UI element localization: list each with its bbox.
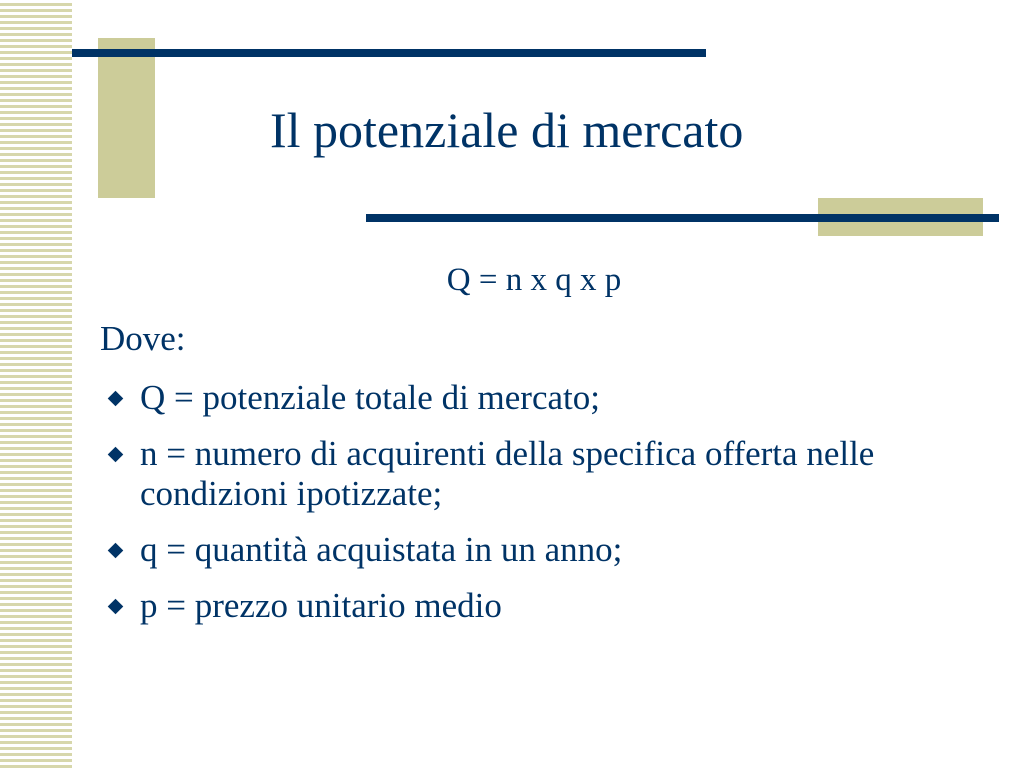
diamond-bullet-icon	[108, 599, 124, 615]
bullet-text: n = numero di acquirenti della specifica offerta nelle condizioni ipotizzate;	[140, 434, 875, 513]
diamond-bullet-icon	[108, 391, 124, 407]
bullet-item	[100, 586, 900, 626]
title-top-rule	[72, 49, 706, 57]
title-bottom-rule	[366, 214, 999, 222]
diamond-bullet-icon	[108, 447, 124, 463]
striped-sidebar-decoration	[0, 0, 72, 768]
bullet-text: q = quantità acquistata in un anno;	[140, 530, 623, 569]
title-accent-block	[98, 38, 155, 198]
slide-title: Il potenziale di mercato	[270, 102, 744, 158]
bullet-list	[100, 378, 900, 642]
bullet-item	[100, 378, 900, 418]
diamond-bullet-icon	[108, 543, 124, 559]
bullet-text: Q = potenziale totale di mercato;	[140, 378, 600, 417]
formula	[98, 260, 978, 300]
bullet-item	[100, 530, 900, 570]
bullet-text: p = prezzo unitario medio	[140, 586, 502, 625]
formula-text: Q = n x q x p	[446, 262, 622, 298]
intro-label: Dove:	[100, 319, 186, 358]
bullet-item	[100, 434, 900, 514]
